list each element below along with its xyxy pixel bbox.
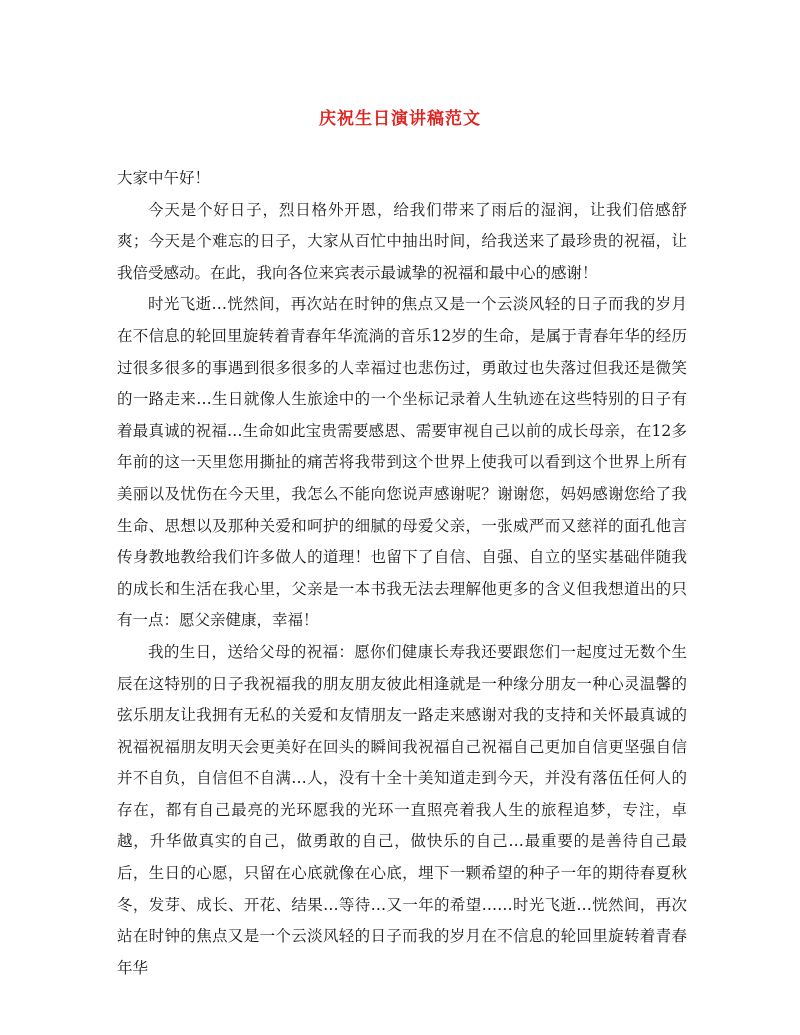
paragraph-1: 今天是个好日子，烈日格外开恩，给我们带来了雨后的湿润，让我们倍感舒爽；今天是个难忘的日子，大家从百忙中抽出时间，给我送来了最珍贵的祝福，让我倍受感动。在此，我向各位来宾表示最诚挚的祝福和最中心的感谢！ xyxy=(117,200,687,282)
document-title: 庆祝生日演讲稿范文 xyxy=(319,109,481,129)
paragraph-2: 时光飞逝…恍然间，再次站在时钟的焦点又是一个云淡风轻的日子而我的岁月在不信息的轮回里旋转着青春年华流淌的音乐12岁的生命，是属于青春年华的经历过很多很多的事遇到很多很多的人幸福过也悲伤过，勇敢过也失落过但我还是微笑的一路走来…生日就像人生旅途中的一个坐标记录着人生轨迹在这些特别的日子有着最真诚的祝福…生命如此宝贵需要感恩、需要审视自己以前的成长母亲，在12多年前的这一天里您用撕扯的痛苦将我带到这个世界上使我可以看到这个世界上所有美丽以及忧伤在今天里，我怎么不能向您说声感谢呢？谢谢您，妈妈感谢您给了我生命、思想以及那种关爱和呵护的细腻的母爱父亲，一张威严而又慈祥的面孔他言传身教地教给我们许多做人的道理！也留下了自信、自强、自立的坚实基础伴随我的成长和生活在我心里，父亲是一本书我无法去理解他更多的含义但我想道出的只有一点：愿父亲健康，幸福！ xyxy=(117,295,687,630)
paragraph-3: 我的生日，送给父母的祝福：愿你们健康长寿我还要跟您们一起度过无数个生辰在这特别的日子我祝福我的朋友朋友彼此相逢就是一种缘分朋友一种心灵温馨的弦乐朋友让我拥有无私的关爱和友情朋友一路走来感谢对我的支持和关怀最真诚的祝福祝福朋友明天会更美好在回头的瞬间我祝福自己祝福自己更加自信更坚强自信并不自负，自信但不自满…人，没有十全十美知道走到今天，并没有落伍任何人的存在，都有自己最亮的光环愿我的光环一直照亮着我人生的旅程追梦，专注，卓越，升华做真实的自己，做勇敢的自己，做快乐的自己…最重要的是善待自己最后，生日的心愿，只留在心底就像在心底，埋下一颗希望的种子一年的期待春夏秋冬，发芽、成长、开花、结果…等待…又一年的希望……时光飞逝…恍然间，再次站在时钟的焦点又是一个云淡风轻的日子而我的岁月在不信息的轮回里旋转着青春年华 xyxy=(117,642,687,977)
greeting-line: 大家中午好！ xyxy=(117,169,211,187)
document-body xyxy=(117,163,687,984)
